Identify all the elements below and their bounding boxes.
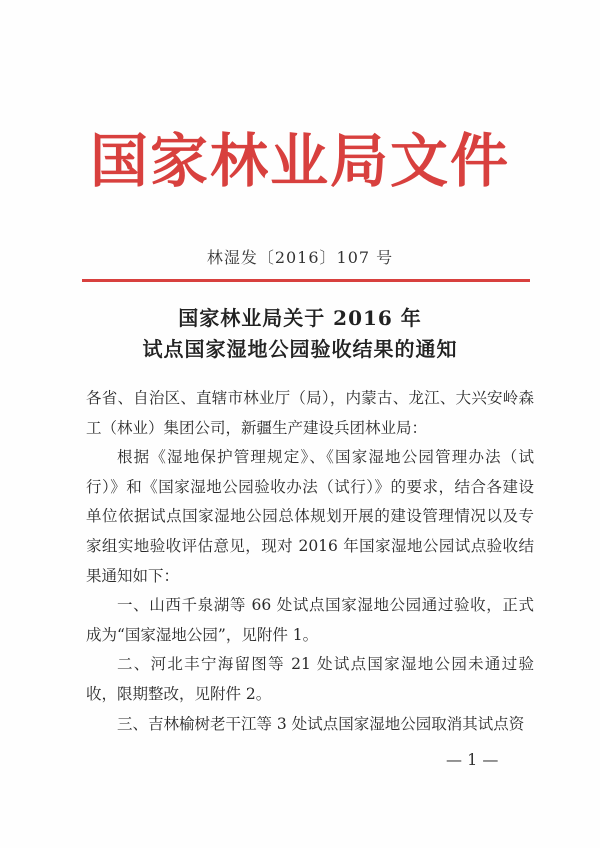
body-paragraph: 二、河北丰宁海留图等 21 处试点国家湿地公园未通过验收，限期整改，见附件 2。 [86, 655, 534, 703]
page-number: — 1 — [446, 750, 499, 769]
body-paragraph: 一、山西千泉湖等 66 处试点国家湿地公园通过验收，正式成为“国家湿地公园”，见附件 1。 [86, 596, 534, 644]
addressee-paragraph: 各省、自治区、直辖市林业厅（局），内蒙古、龙江、大兴安岭森工（林业）集团公司，新疆生产建设兵团林业局： [86, 389, 534, 437]
body-paragraph: 根据《湿地保护管理规定》、《国家湿地公园管理办法（试行）》和《国家湿地公园验收办法（试行）》的要求，结合各建设单位依据试点国家湿地公园总体规划开展的建设管理情况以及专家组实地验收评估意见，现对 2016 年国家湿地公园试点验收结果通知如下： [86, 448, 534, 585]
issuer-header: 国家林业局文件 [89, 127, 510, 195]
document-title-line-2: 试点国家湿地公园验收结果的通知 [142, 337, 458, 361]
body-paragraph: 三、吉林榆树老干江等 3 处试点国家湿地公园取消其试点资 [117, 714, 525, 733]
red-divider-line [82, 279, 530, 282]
document-title-line-1: 国家林业局关于 2016 年 [178, 306, 422, 330]
document-body [86, 384, 534, 739]
document-number: 林湿发〔2016〕107 号 [206, 248, 394, 267]
